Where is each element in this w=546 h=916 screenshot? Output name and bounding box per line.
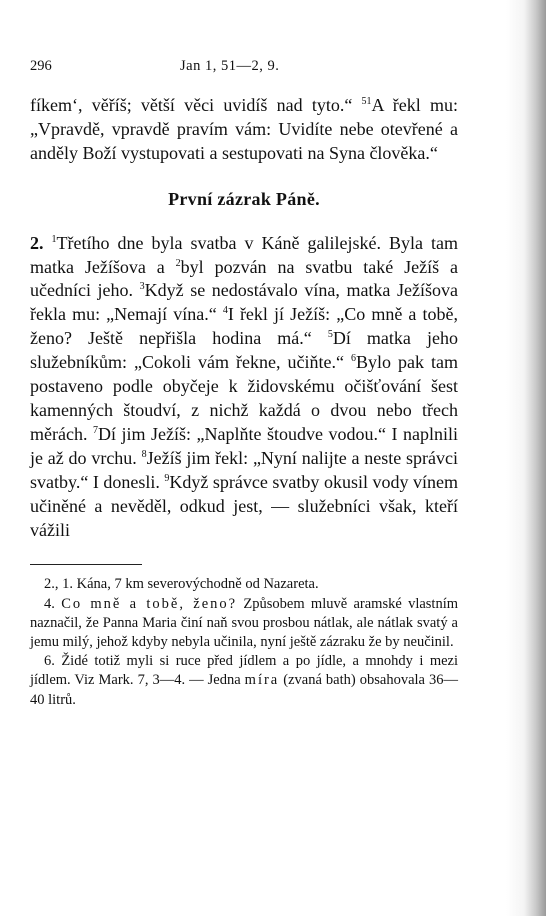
- footnote: [30, 652, 458, 710]
- footnote-divider: [30, 564, 142, 565]
- page-number: 296: [30, 58, 52, 74]
- verse-text: I řekl jí Ježíš: „Co mně a tobě, ženo? Ještě nepřišla hodina má.“: [30, 304, 458, 349]
- footnote-lemma: míra: [244, 672, 280, 689]
- verse-number: 9: [164, 472, 170, 484]
- footnote-text: Způsobem mluvě aramské vlastním naznačil, že Panna Maria činí naň svou prosbou nátlak, ale nátlak svatý a jemu milý, jehož kdyby nebyla učinila, nyní ještě zázraku že by neučinil.: [30, 595, 459, 651]
- verse-text: byl pozván na svatbu také Ježíš a učedníci jeho.: [30, 256, 459, 301]
- verse-text: Když se nedostávalo vína, matka Ježíšova řekla mu: „Nemají vína.“: [30, 280, 458, 325]
- section-title: První zázrak Páně.: [168, 188, 320, 209]
- verse-number: 5: [327, 329, 333, 341]
- verse-text: Když správce svatby okusil vody vínem učiněné a nevěděl, odkud jest, — služebníci však, kteří vážili: [30, 471, 459, 540]
- footnote-text: (zvaná bath) obsahovala 36—40 litrů.: [30, 672, 458, 708]
- footnote-lemma: Co mně a tobě, ženo?: [61, 595, 238, 612]
- book-binding-shadow: [506, 0, 546, 916]
- verse-text: Třetího dne byla svatba v Káně galilejské. Byla tam matka Ježíšova a: [30, 232, 458, 277]
- body-text: [30, 94, 458, 542]
- verse-number: 1: [51, 233, 57, 245]
- chapter-paragraph: [30, 232, 458, 543]
- verse-number: 3: [139, 281, 145, 293]
- verse-text: Bylo pak tam postaveno podle obyčeje k židovskému očišťování šest kamenných štoudví, z nichž každá o dvou nebo třech měrách.: [30, 352, 458, 444]
- footnote: [30, 595, 458, 653]
- verse-text: fíkem‘, věříš; větší věci uvidíš nad tyto.“: [30, 95, 362, 115]
- footnotes: [30, 575, 458, 709]
- verse-text: Dí jim Ježíš: „Naplňte štoudve vodou.“ I naplnili je až do vrchu.: [30, 423, 458, 468]
- footnote: [30, 575, 458, 594]
- verse-number: 4: [222, 305, 228, 317]
- verse-text: Dí matka jeho služebníkům: „Cokoli vám řekne, učiňte.“: [30, 328, 458, 373]
- page-header: [30, 58, 458, 82]
- verse-text: Ježíš jim řekl: „Nyní nalijte a neste správci svatby.“ I donesli.: [30, 447, 459, 492]
- verse-number: 51: [361, 96, 372, 107]
- book-page: [30, 58, 458, 710]
- verse-text: A řekl mu: „Vpravdě, vpravdě pravím vám: Uvidíte nebe otevřené a anděly Boží vystupovati a sestupovati na Syna člověka.“: [30, 95, 458, 163]
- running-head: Jan 1, 51—2, 9.: [180, 58, 280, 74]
- verse-number: 2: [175, 257, 181, 269]
- verse-number: 7: [92, 424, 98, 436]
- verse-number: 8: [141, 448, 147, 460]
- chapter-number: 2.: [30, 232, 44, 253]
- footnote-text: 6. Židé totiž myli si ruce před jídlem a po jídle, a mnohdy i mezi jídlem. Viz Mark. 7, 3—4. — Jedna: [30, 653, 458, 689]
- verse-number: 6: [350, 353, 356, 365]
- footnote-text: 2., 1. Kána, 7 km severovýchodně od Nazareta.: [44, 576, 319, 593]
- footnote-label: 4.: [44, 595, 62, 612]
- intro-paragraph: [30, 94, 458, 166]
